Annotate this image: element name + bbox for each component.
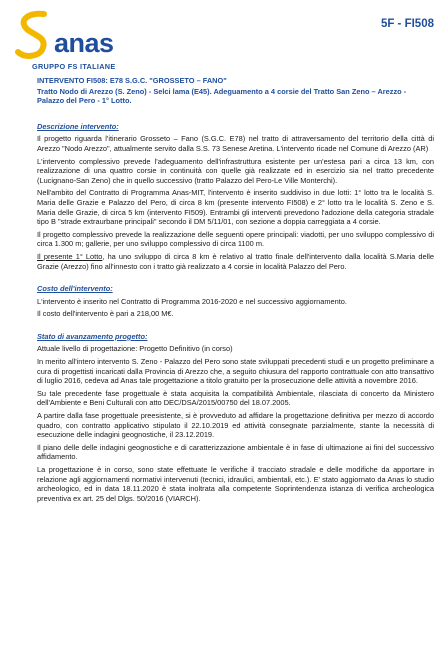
logo-wordmark: anas — [54, 28, 114, 58]
stato-paragraph-2: Su tale precedente fase progettuale è stata acquisita la compatibilità Ambientale, rilasciata di concerto da Ministero dell'Ambiente e Beni Culturali con atto DEC/DSA/2015/00750 del 18.07.2005. — [37, 388, 434, 408]
document-code: 5F - FI508 — [380, 18, 434, 30]
descrizione-paragraph-2: L'intervento complessivo prevede l'adeguamento dell'infrastruttura esistente per un'estesa pari a circa 13 km, con realizzazione di una quattro corsie in continuità con quelle già realizzate ed in esercizio sia nel tratto precedente (Lucignano-San Zeno) che in quello successivo (tratto Palazzo del Pero-Le Ville Monterchi). — [37, 156, 434, 185]
descrizione-paragraph-1: Il progetto riguarda l'itinerario Grosseto – Fano (S.G.C. E78) nel tratto di attraversamento del territorio della città di Arezzo "Nodo Arezzo", attualmente servito dalla S.S. 73 Senese Aretina. L'intervento ricade nel Comune di Arezzo (AR) — [37, 134, 434, 153]
anas-logo-mark — [14, 8, 54, 60]
section-heading-stato: Stato di avanzamento progetto: — [37, 331, 148, 341]
section-heading-costo: Costo dell'intervento: — [37, 284, 113, 294]
lotto-underlined: Il presente 1° Lotto — [37, 251, 103, 261]
stato-subheading: Attuale livello di progettazione: Progetto Definitivo (in corso) — [37, 344, 233, 354]
descrizione-paragraph-5-text: , ha uno sviluppo di circa 8 km è relativo al tratto finale dell'intervento dalla località S.Maria delle Grazie (Arezzo) fino all'innesto con i tratto già realizzato a 4 corsie in località Palazzo del Pero. — [37, 251, 434, 271]
stato-paragraph-5: La progettazione è in corso, sono state effettuate le verifiche il tracciato stradale e delle modifiche da apportare in relazione agli aggiornamenti normativi intervenuti (tecnici, idraulici, ambientali, etc.). E' stato aggiornato da Anas lo studio archeologico, ed in data 18.11.2020 è stata inoltrata alla competente Soprintendenza istanza di verifica archeologica preventiva ex art. 25 del Dlgs. 50/2016 (VIARCH). — [37, 465, 434, 503]
logo-subtitle: GRUPPO FS ITALIANE — [32, 62, 116, 71]
anas-logo — [14, 8, 134, 71]
stato-paragraph-3: A partire dalla fase progettuale preesistente, si è provveduto ad affidare la progettazione definitiva per mezzo di accordo quadro, con contratto applicativo stipulato il 22.10.2019 ed attività consegnate parzialmente, stante la necessità di esecuzione delle indagini geognostiche, il 23.12.2019. — [37, 411, 434, 440]
stato-paragraph-4: Il piano delle delle indagini geognostiche e di caratterizzazione ambientale è in fase di ultimazione ai fini del successivo affidamento. — [37, 442, 434, 462]
descrizione-paragraph-5 — [37, 252, 434, 271]
intervention-description: Tratto Nodo di Arezzo (S. Zeno) - Selci lama (E45). Adeguamento a 4 corsie del Tratto San Zeno – Arezzo - Palazzo del Pero - 1° Lotto. — [37, 86, 407, 106]
section-heading-descrizione: Descrizione intervento: — [37, 121, 119, 131]
intervention-title: INTERVENTO FI508: E78 S.G.C. "GROSSETO – FANO" — [37, 76, 227, 85]
stato-paragraph-1: In merito all'intero intervento S. Zeno - Palazzo del Pero sono state sviluppati precedenti studi e un progetto preliminare a cura di progettisti incaricati dalla Provincia di Arezzo che, a seguito chiusura del rapporto contrattuale con atto transattivo di luglio 2016, cedeva ad Anas tale progettazione a titolo gratuito per la prosecuzione delle attività a novembre 2016. — [37, 357, 434, 386]
document-body — [37, 76, 434, 506]
costo-paragraph-1: L'intervento è inserito nel Contratto di Programma 2016-2020 e nel successivo aggiornamento. — [37, 296, 347, 306]
descrizione-paragraph-4: Il progetto complessivo prevede la realizzazione delle seguenti opere principali: viadotti, per uno sviluppo complessivo di circa 1.300 m; gallerie, per uno sviluppo complessivo di circa 1100 m. — [37, 229, 434, 249]
descrizione-paragraph-3: Nell'ambito del Contratto di Programma Anas-MIT, l'intervento è inserito suddiviso in due lotti: 1° lotto tra le località S. Maria delle Grazie e Palazzo del Pero, di circa 8 km (presente intervento FI508) e 2° lotto tra le località S. Zeno e S. Maria delle Grazie, di circa 5 km (intervento FI509). Entrambi gli interventi prevedono l'adozione della categoria stradale tipo B "strade extraurbane principali" secondo il DM 5/11/01, con sezione a doppia carreggiata a 4 corsie. — [37, 188, 434, 227]
costo-paragraph-2: Il costo dell'intervento è pari a 218,00 M€. — [37, 309, 174, 319]
